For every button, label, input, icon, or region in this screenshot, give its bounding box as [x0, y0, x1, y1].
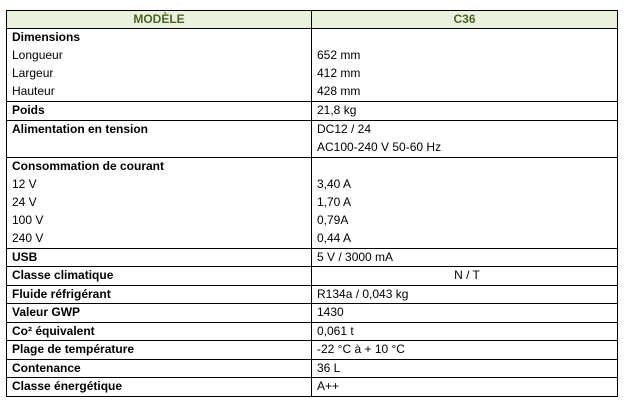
row-label: USB	[7, 248, 312, 267]
table-row	[7, 29, 618, 102]
table-row	[7, 304, 618, 323]
sub-value: 428 mm	[317, 84, 361, 98]
table-row	[7, 285, 618, 304]
row-label-cell	[7, 157, 312, 248]
sub-value: 652 mm	[317, 48, 361, 62]
table-row	[7, 120, 618, 157]
row-label-cell	[7, 29, 312, 102]
table-row	[7, 322, 618, 341]
sub-value: 0,79A	[317, 212, 349, 227]
row-label: Consommation de courant	[12, 158, 165, 173]
sub-label: 12 V	[12, 176, 37, 191]
row-value: DC12 / 24	[317, 121, 372, 136]
row-label: Fluide réfrigérant	[7, 285, 312, 304]
sub-label: 24 V	[12, 194, 37, 209]
sub-value: 0,44 A	[317, 230, 352, 245]
row-value: N / T	[312, 267, 618, 286]
sub-label: Largeur	[12, 66, 54, 80]
sub-value: 1,70 A	[317, 194, 352, 209]
row-label: Poids	[7, 102, 312, 121]
row-value: -22 °C à + 10 °C	[312, 341, 618, 360]
row-value: AC100-240 V 50-60 Hz	[317, 139, 442, 154]
row-value: A++	[312, 378, 618, 397]
table-row	[7, 378, 618, 397]
row-value: 21,8 kg	[312, 102, 618, 121]
table-row	[7, 102, 618, 121]
row-label: Classe climatique	[7, 267, 312, 286]
row-label: Alimentation en tension	[7, 120, 312, 157]
row-value: 0,061 t	[312, 322, 618, 341]
sub-label: 240 V	[12, 230, 44, 245]
sub-value: 3,40 A	[317, 176, 352, 191]
row-value: 36 L	[312, 359, 618, 378]
model-value: C36	[312, 11, 618, 29]
sub-value: 412 mm	[317, 66, 361, 80]
header-row	[7, 11, 618, 29]
table-row	[7, 267, 618, 286]
row-label: Plage de température	[7, 341, 312, 360]
spec-table	[6, 10, 618, 397]
table-row	[7, 359, 618, 378]
row-label: Classe énergétique	[7, 378, 312, 397]
row-value: 5 V / 3000 mA	[312, 248, 618, 267]
row-label: Dimensions	[12, 30, 81, 44]
table-row	[7, 157, 618, 248]
sub-label: Longueur	[12, 48, 63, 62]
sub-label: Hauteur	[12, 84, 55, 98]
table-row	[7, 341, 618, 360]
model-label: MODÈLE	[7, 11, 312, 29]
row-label: Contenance	[7, 359, 312, 378]
row-label: Co² équivalent	[7, 322, 312, 341]
row-label: Valeur GWP	[7, 304, 312, 323]
row-value: 1430	[312, 304, 618, 323]
row-value-cell	[312, 157, 618, 248]
row-value-cell	[312, 120, 618, 157]
row-value-cell	[312, 29, 618, 102]
row-value: R134a / 0,043 kg	[312, 285, 618, 304]
row-value	[317, 158, 617, 176]
sub-label: 100 V	[12, 212, 44, 227]
table-row	[7, 248, 618, 267]
row-value	[317, 29, 617, 47]
